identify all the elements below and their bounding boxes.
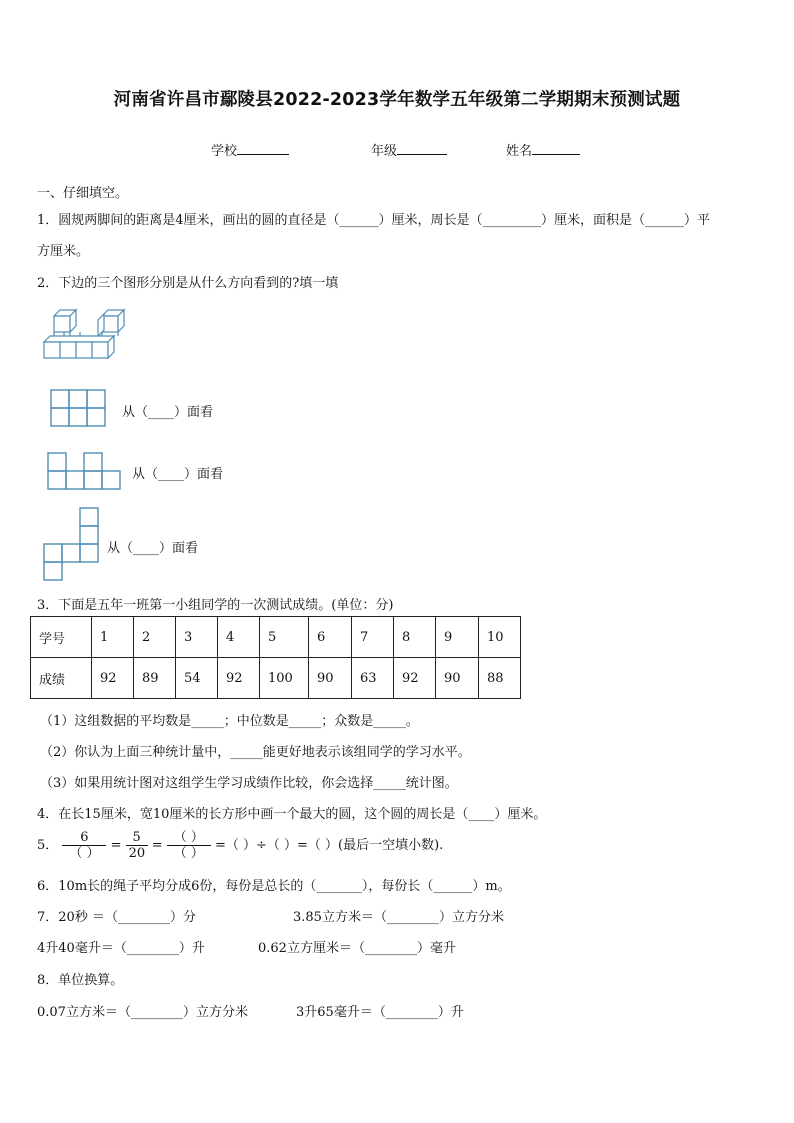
grade-label: 年级 bbox=[371, 144, 398, 159]
question-5-number: 5． bbox=[37, 838, 59, 853]
table-row bbox=[31, 617, 521, 658]
table-cell: 6 bbox=[309, 617, 352, 658]
table-cell: 90 bbox=[309, 658, 352, 699]
page-title: 河南省许昌市鄢陵县2022-2023学年数学五年级第二学期期末预测试题 bbox=[113, 90, 681, 110]
view-1-figure bbox=[50, 389, 108, 429]
table-row bbox=[31, 658, 521, 699]
question-1-line-2: 方厘米。 bbox=[37, 244, 90, 259]
table-cell: 7 bbox=[352, 617, 394, 658]
question-5 bbox=[37, 830, 443, 861]
name-label: 姓名 bbox=[506, 144, 533, 159]
fraction-2 bbox=[126, 830, 148, 861]
name-field bbox=[506, 140, 580, 159]
school-label: 学校 bbox=[211, 144, 238, 159]
grade-field bbox=[371, 140, 447, 159]
question-2-prompt: 2．下边的三个图形分别是从什么方向看到的?填一填 bbox=[37, 276, 339, 291]
table-cell: 92 bbox=[394, 658, 436, 699]
fraction-3 bbox=[167, 830, 211, 861]
fraction-1-numerator: 6 bbox=[62, 830, 106, 846]
table-cell: 3 bbox=[176, 617, 218, 658]
question-4: 4．在长15厘米，宽10厘米的长方形中画一个最大的圆，这个圆的周长是（____）厘米。 bbox=[37, 807, 547, 822]
table-cell: 8 bbox=[394, 617, 436, 658]
fraction-1-denominator: （ ） bbox=[69, 846, 100, 861]
fraction-3-numerator: （ ） bbox=[167, 830, 211, 846]
table-cell: 92 bbox=[92, 658, 134, 699]
table-cell: 9 bbox=[436, 617, 479, 658]
table-cell: 63 bbox=[352, 658, 394, 699]
view-1-label: 从（____）面看 bbox=[122, 405, 214, 420]
view-2-figure bbox=[47, 452, 129, 492]
question-3-sub-3: （3）如果用统计图对这组学生学习成绩作比较，你会选择_____统计图。 bbox=[40, 776, 458, 791]
question-8-b: 3升65毫升＝（________）升 bbox=[296, 1005, 464, 1020]
question-7-b: 3.85立方米＝（________）立方分米 bbox=[293, 910, 504, 925]
question-1-line-1: 1．圆规两脚间的距离是4厘米，画出的圆的直径是（______）厘米，周长是（_________）厘米，面积是（______）平 bbox=[37, 213, 711, 228]
question-6: 6．10m长的绳子平均分成6份，每份是总长的（_______），每份长（______）m。 bbox=[37, 879, 511, 894]
table-cell: 4 bbox=[218, 617, 260, 658]
question-3-prompt: 3．下面是五年一班第一小组同学的一次测试成绩。(单位：分) bbox=[37, 598, 394, 613]
equals-sign-1: = bbox=[110, 838, 122, 853]
question-7-c: 4升40毫升＝（________）升 bbox=[37, 941, 205, 956]
table-cell: 90 bbox=[436, 658, 479, 699]
scores-table bbox=[30, 616, 521, 699]
fraction-2-numerator: 5 bbox=[126, 830, 148, 846]
equals-sign-2: = bbox=[151, 838, 163, 853]
cube-arrangement-figure bbox=[40, 302, 130, 366]
question-7-a: 7．20秒 ＝（________）分 bbox=[37, 910, 196, 925]
question-7-d: 0.62立方厘米＝（________）毫升 bbox=[258, 941, 456, 956]
question-8-prompt: 8．单位换算。 bbox=[37, 973, 124, 988]
table-cell: 10 bbox=[479, 617, 521, 658]
view-2-label: 从（____）面看 bbox=[132, 467, 224, 482]
fraction-3-denominator: （ ） bbox=[173, 846, 204, 861]
fraction-2-denominator: 20 bbox=[128, 846, 146, 861]
table-cell: 54 bbox=[176, 658, 218, 699]
question-3-sub-1: （1）这组数据的平均数是_____；中位数是_____；众数是_____。 bbox=[40, 714, 419, 729]
question-8-a: 0.07立方米＝（________）立方分米 bbox=[37, 1005, 248, 1020]
table-cell: 100 bbox=[260, 658, 309, 699]
question-3-sub-2: （2）你认为上面三种统计量中，_____能更好地表示该组同学的学习水平。 bbox=[40, 745, 471, 760]
view-3-figure bbox=[41, 507, 101, 583]
question-5-rest: =（ ）÷（ ）=（ ）(最后一空填小数). bbox=[214, 838, 444, 853]
school-blank[interactable] bbox=[237, 142, 289, 155]
table-cell: 92 bbox=[218, 658, 260, 699]
grade-blank[interactable] bbox=[397, 142, 447, 155]
table-cell: 5 bbox=[260, 617, 309, 658]
section-heading: 一、仔细填空。 bbox=[37, 186, 129, 201]
fraction-1 bbox=[62, 830, 106, 861]
table-cell: 89 bbox=[134, 658, 176, 699]
table-cell: 1 bbox=[92, 617, 134, 658]
table-header-cell: 成绩 bbox=[31, 658, 92, 699]
table-cell: 88 bbox=[479, 658, 521, 699]
table-header-cell: 学号 bbox=[31, 617, 92, 658]
view-3-label: 从（____）面看 bbox=[107, 541, 199, 556]
name-blank[interactable] bbox=[532, 142, 580, 155]
school-field bbox=[211, 140, 289, 159]
table-cell: 2 bbox=[134, 617, 176, 658]
